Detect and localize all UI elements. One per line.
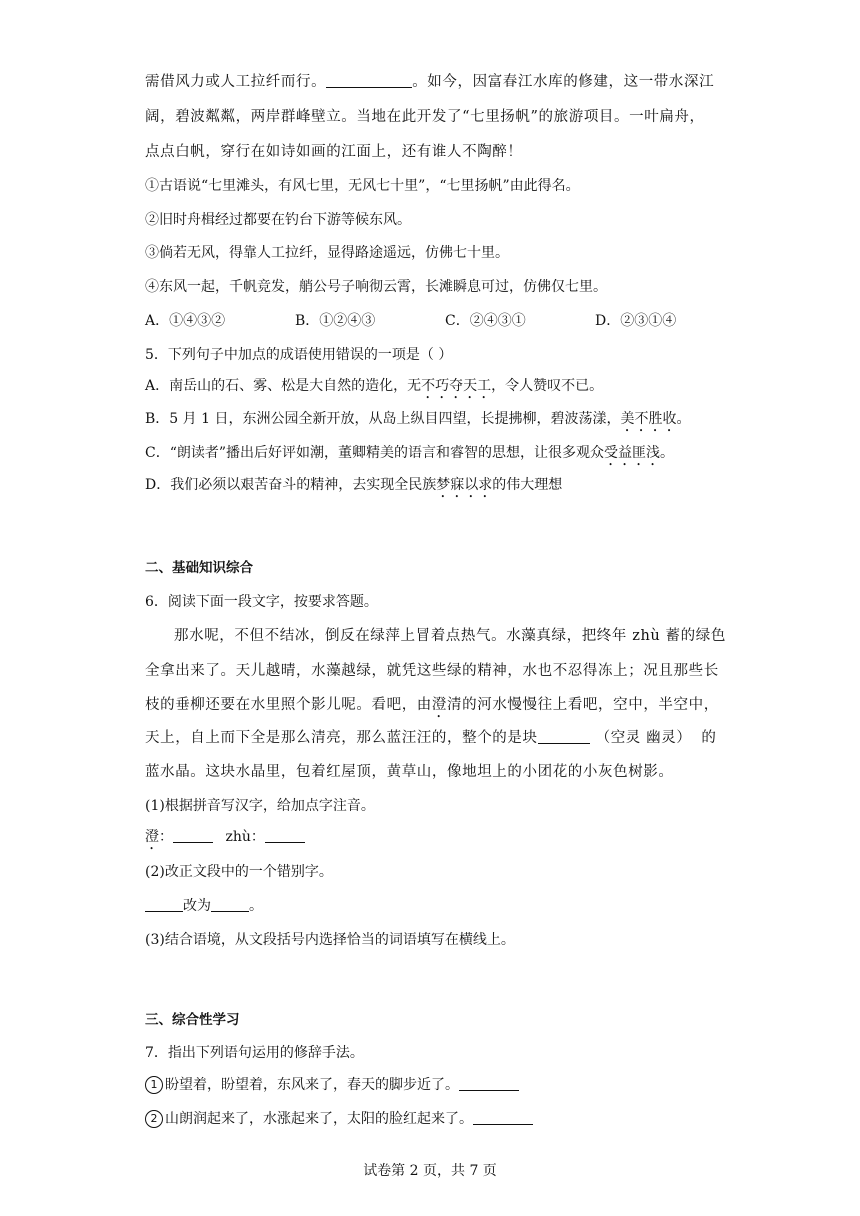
q4-option-c[interactable]: C．②④③① — [445, 313, 526, 329]
q4-passage-line-2: 阔，碧波粼粼，两岸群峰壁立。当地在此开发了“七里扬帆”的旅游项目。一叶扁舟， — [145, 109, 705, 125]
q6-sub2-blank-wrong[interactable] — [145, 897, 183, 912]
q6-passage-line-4 — [145, 728, 717, 748]
q4-option-a[interactable]: A．①④③② — [145, 313, 226, 329]
q5-dotted-idiom: 不巧夺天工 — [421, 378, 492, 394]
q5-option-a[interactable] — [145, 376, 603, 402]
q6-sub1-blank-b[interactable] — [265, 828, 305, 843]
q4-passage-text: 需借风力或人工拉纤而行。 — [145, 74, 327, 90]
q4-passage-line-1 — [145, 72, 714, 92]
q6-sub1: (1)根据拼音写汉字，给加点字注音。 — [145, 798, 375, 814]
q5-option-d[interactable] — [145, 475, 562, 501]
q6-sub2-period: 。 — [249, 898, 263, 914]
q6-passage-text: 清的河水慢慢往上看吧，空中，半空中， — [447, 697, 719, 713]
q5-dotted-idiom: 受益匪浅 — [604, 445, 661, 461]
q4-passage-text: 。如今，因富春江水库的修建，这一带水深江 — [412, 74, 715, 90]
q7-item-2 — [145, 1109, 533, 1129]
q4-sentence-1: ①古语说“七里滩头，有风七里，无风七十里”，“七里扬帆”由此得名。 — [145, 178, 580, 194]
q4-passage-line-3: 点点白帆，穿行在如诗如画的江面上，还有谁人不陶醉！ — [145, 144, 523, 160]
q6-sub2-answer — [145, 896, 263, 916]
q6-sub1-answers — [145, 827, 305, 853]
q6-passage-line-1: 那水呢，不但不结冰，倒反在绿萍上冒着点热气。水藻真绿，把终年 zhù 蓄的绿色 — [174, 628, 726, 644]
q6-sub1-label-a: 澄： — [145, 829, 173, 845]
q4-sentence-3: ③倘若无风，得靠人工拉纤，显得路途遥远，仿佛七十里。 — [145, 245, 509, 261]
circled-number-2: 2 — [145, 1110, 163, 1128]
q7-item-text: 山朗润起来了，水涨起来了，太阳的脸红起来了。 — [165, 1111, 473, 1127]
q4-sentence-4: ④东风一起，千帆竞发，艄公号子响彻云霄，长滩瞬息可过，仿佛仅七里。 — [145, 279, 607, 295]
q6-sub3: (3)结合语境，从文段括号内选择恰当的词语填写在横线上。 — [145, 932, 515, 948]
q5-option-text: 。 — [660, 445, 675, 461]
q4-option-d[interactable]: D．②③①④ — [595, 313, 677, 329]
q6-passage-line-3 — [145, 695, 719, 721]
q6-passage-text: 的 — [701, 730, 717, 746]
q7-item-1 — [145, 1075, 519, 1095]
q5-option-text: D．我们必须以艰苦奋斗的精神，去实现全民族 — [145, 477, 437, 493]
q5-option-text: ，令人赞叹不已。 — [491, 378, 604, 394]
q6-sub1-label-b: zhù： — [225, 829, 265, 845]
page-footer: 试卷第 2 页，共 7 页 — [363, 1163, 497, 1179]
q6-passage-text: 天上，自上而下全是那么清亮，那么蓝汪汪的，整个的是块 — [145, 730, 538, 746]
q6-sub1-blank-a[interactable] — [173, 828, 213, 843]
q6-word-choices: （空灵 幽灵） — [595, 730, 692, 746]
q5-dotted-idiom: 梦寐以求 — [436, 477, 493, 493]
q5-option-b[interactable] — [145, 409, 690, 435]
q5-option-text: 。 — [676, 411, 691, 427]
q5-option-text: 的伟大理想 — [492, 477, 563, 493]
q7-stem: 7．指出下列语句运用的修辞手法。 — [145, 1045, 364, 1061]
q7-item-2-blank[interactable] — [473, 1110, 533, 1125]
section-3-heading: 三、综合性学习 — [145, 1012, 240, 1028]
q4-answer-blank[interactable] — [326, 73, 412, 88]
q7-item-1-blank[interactable] — [459, 1076, 519, 1091]
q4-option-b[interactable]: B．①②④③ — [295, 313, 376, 329]
section-2-heading: 二、基础知识综合 — [145, 560, 253, 576]
q6-word-blank[interactable] — [538, 729, 590, 744]
circled-number-1: 1 — [145, 1076, 163, 1094]
q5-option-text: A．南岳山的石、雾、松是大自然的造化，无 — [145, 378, 422, 394]
q5-option-c[interactable] — [145, 443, 674, 469]
q5-stem: 5．下列句子中加点的成语使用错误的一项是（ ） — [145, 347, 453, 363]
q6-sub2: (2)改正文段中的一个错别字。 — [145, 864, 333, 880]
q4-options — [145, 311, 745, 331]
q6-passage-line-2: 全拿出来了。天儿越晴，水藻越绿，就凭这些绿的精神，水也不忍得冻上；况且那些长 — [145, 663, 719, 679]
q6-stem: 6．阅读下面一段文字，按要求答题。 — [145, 594, 378, 610]
q5-option-text: B．5 月 1 日，东洲公园全新开放，从岛上纵目四望，长提拂柳，碧波荡漾， — [145, 411, 621, 427]
q6-passage-line-5: 蓝水晶。这块水晶里，包着红屋顶，黄草山，像地坦上的小团花的小灰色树影。 — [145, 764, 674, 780]
q7-item-text: 盼望着，盼望着，东风来了，春天的脚步近了。 — [165, 1077, 459, 1093]
q6-sub2-label: 改为 — [183, 898, 211, 914]
q5-dotted-idiom: 美不胜收 — [620, 411, 677, 427]
q6-passage-text: 枝的垂柳还要在水里照个影儿呢。看吧，由 — [145, 697, 432, 713]
q6-dotted-char: 澄 — [431, 697, 448, 713]
q5-option-text: C．“朗读者”播出后好评如潮，董卿精美的语言和睿智的思想，让很多观众 — [145, 445, 605, 461]
q6-sub2-blank-correct[interactable] — [211, 897, 249, 912]
q4-sentence-2: ②旧时舟楫经过都要在钓台下游等候东风。 — [145, 212, 411, 228]
